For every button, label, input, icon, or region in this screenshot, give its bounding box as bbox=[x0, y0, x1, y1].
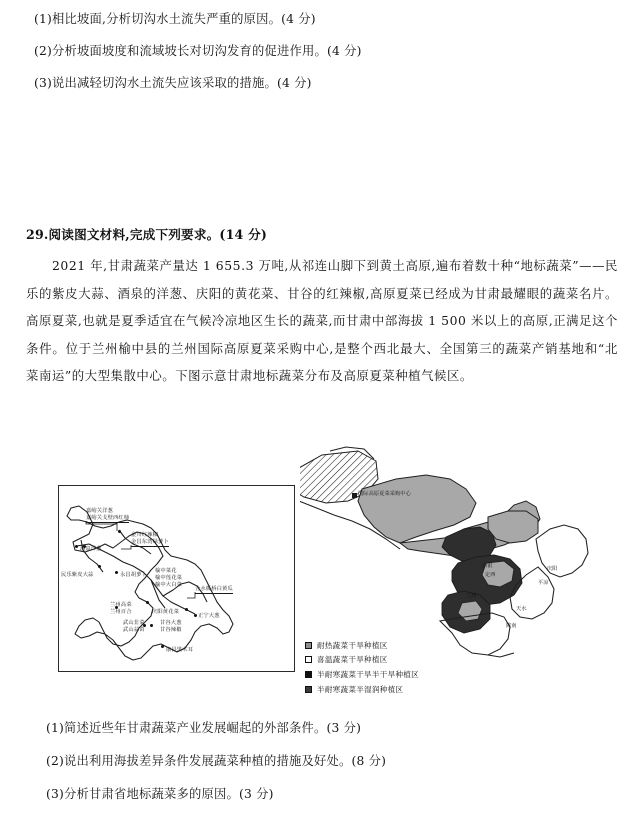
map-legend bbox=[305, 638, 505, 696]
legend-swatch-semi-hardy-arid-semiarid-icon bbox=[305, 671, 312, 678]
inset-label-wushan-garlic-sprout: 武山蒜苗 bbox=[123, 627, 145, 633]
inset-label-qingyang-daylily: 庆阳黄花菜 bbox=[152, 609, 179, 615]
inset-label-gangu-scallion: 甘谷大葱 bbox=[160, 620, 182, 626]
inset-label-heshui-cucumber: 合水板桥白黄瓜 bbox=[195, 586, 233, 592]
legend-label-heat-tolerant-arid: 耐热蔬菜干旱种植区 bbox=[317, 640, 388, 650]
legend-row bbox=[305, 653, 505, 668]
bottom-question-3: (3)分析甘肃省地标蔬菜多的原因。(3 分) bbox=[46, 787, 274, 801]
bottom-question-2: (2)说出利用海拔差异条件发展蔬菜种植的措施及好处。(8 分) bbox=[46, 754, 387, 768]
inset-label-gangu-chili: 甘谷辣椒 bbox=[160, 627, 182, 633]
inset-label-jiayuguan-onion: 嘉峪关洋葱 bbox=[86, 508, 113, 514]
section-paragraph: 2021 年,甘肃蔬菜产量达 1 655.3 万吨,从祁连山脚下到黄土高原,遍布着数十种“地标蔬菜”——民乐的紫皮大蒜、酒泉的洋葱、庆阳的黄花菜、甘谷的红辣椒,高原夏菜已经成为甘肃最耀眼的蔬菜名片。高原夏菜,也就是夏季适宜在气候冷凉地区生长的蔬菜,而甘肃中部海拔 1 500 米以上的高原,正满足这个条件。位于兰州榆中县的兰州国际高原夏菜采购中心,是整个西北最大、全国第三的蔬菜产销基地和“北菜南运”的大型集散中心。下图示意甘肃地标蔬菜分布及高原夏菜种植气候区。 bbox=[26, 258, 618, 383]
section-heading-29: 29.阅读图文材料,完成下列要求。(14 分) bbox=[26, 227, 268, 242]
inset-label-jinchuan-chili: 金川红辣椒 bbox=[131, 532, 158, 538]
legend-row bbox=[305, 682, 505, 697]
inset-label-kangxian-fungus: 康县黑木耳 bbox=[166, 647, 193, 653]
legend-label-semi-hardy-subhumid: 半耐寒蔬菜半湿润种植区 bbox=[317, 684, 404, 694]
legend-row bbox=[305, 667, 505, 682]
main-map-climate-zones bbox=[300, 445, 640, 660]
top-question-3: (3)说出减轻切沟水土流失应该采取的措施。(4 分) bbox=[34, 76, 312, 90]
inset-label-yuzhong-cauliflower: 榆中菜花 bbox=[155, 568, 177, 574]
bottom-question-1: (1)简述近些年甘肃蔬菜产业发展崛起的外部条件。(3 分) bbox=[46, 721, 362, 735]
top-question-1: (1)相比坡面,分析切沟水土流失严重的原因。(4 分) bbox=[34, 12, 316, 26]
inset-label-lanzhou-lily: 兰州百合 bbox=[110, 609, 132, 615]
legend-label-warm-loving-arid: 喜温蔬菜干旱种植区 bbox=[317, 655, 388, 665]
inset-label-yuzhong-chinese-cabbage: 榆中大白菜 bbox=[155, 582, 182, 588]
inset-label-jiuquan-onion: 酒泉洋葱 bbox=[80, 546, 102, 552]
main-map-label-lanzhou: 兰州 bbox=[466, 593, 477, 599]
main-map-label-tianshui: 天水 bbox=[516, 606, 527, 612]
inset-map-geo-indication-vegetables bbox=[58, 485, 295, 672]
inset-label-yuzhong-lotus-cabbage: 榆中莲花菜 bbox=[155, 575, 182, 581]
inset-label-lanzhou-vegetable: 兰州高菜 bbox=[110, 602, 132, 608]
legend-swatch-heat-tolerant-arid-icon bbox=[305, 642, 312, 649]
legend-swatch-warm-loving-arid-icon bbox=[305, 656, 312, 663]
main-map-label-purchasing-centre: 国际高原夏菜采购中心 bbox=[358, 491, 411, 497]
inset-label-yongchang-carrot: 永昌胡萝卜 bbox=[120, 572, 147, 578]
legend-swatch-semi-hardy-subhumid-icon bbox=[305, 686, 312, 693]
inset-label-jinchang-radish: 金昌东湾绿萝卜 bbox=[131, 539, 169, 545]
legend-row bbox=[305, 638, 505, 653]
main-map-label-longnan: 陇南 bbox=[506, 623, 517, 629]
top-question-2: (2)分析坡面坡度和流域坡长对切沟发育的促进作用。(4 分) bbox=[34, 44, 362, 58]
inset-label-jiayuguan-tomato: 嘉峪关戈壁西红柿 bbox=[86, 515, 130, 521]
main-map-label-baiyin: 白银 bbox=[482, 563, 493, 569]
main-map-label-pingliang: 平凉 bbox=[538, 580, 549, 586]
inset-label-wushan-leek: 武山韭菜 bbox=[123, 620, 145, 626]
legend-label-semi-hardy-arid-semiarid: 半耐寒蔬菜干旱半干旱种植区 bbox=[317, 669, 419, 679]
main-map-label-dingxi: 定西 bbox=[485, 572, 496, 578]
inset-label-zhengning-scallion: 正宁大葱 bbox=[198, 613, 220, 619]
main-map-graphic bbox=[300, 445, 640, 660]
inset-label-minle-garlic: 民乐紫皮大蒜 bbox=[61, 572, 94, 578]
figure-gansu-vegetable-map bbox=[0, 445, 640, 710]
main-map-label-qingyang: 庆阳 bbox=[547, 566, 558, 572]
